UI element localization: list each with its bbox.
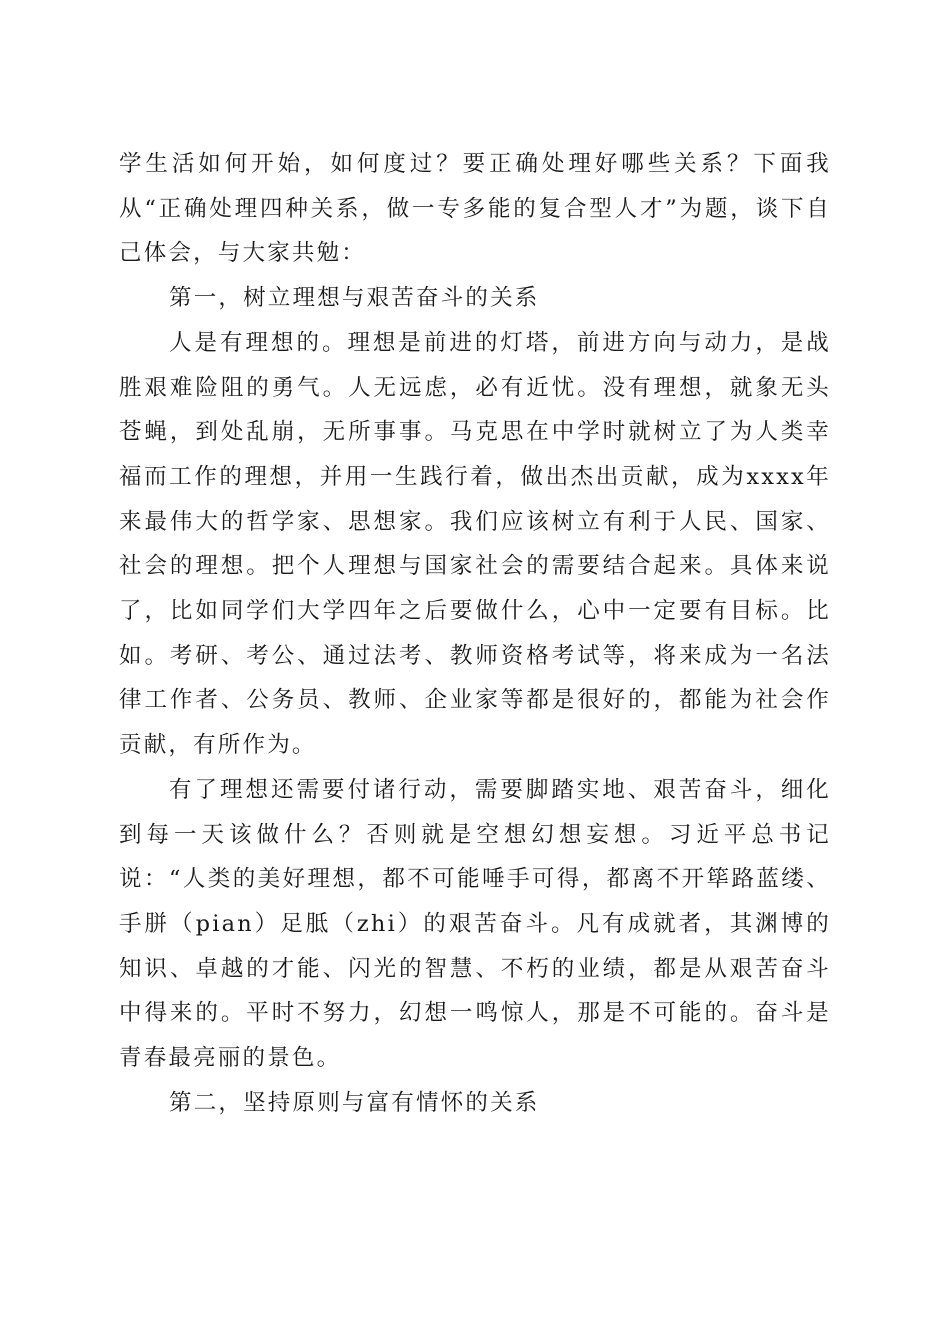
section-heading-second: 第二，坚持原则与富有情怀的关系 <box>169 1089 540 1116</box>
paragraph-hard-work: 有了理想还需要付诸行动，需要脚踏实地、艰苦奋斗，细化到每一天该做什么？否则就是空想幻想妄想。习近平总书记说：“人类的美好理想，都不可能唾手可得，都离不开筚路蓝缕、手胼（pian）足胝（zhi）的艰苦奋斗。凡有成就者，其渊博的知识、卓越的才能、闪光的智慧、不朽的业绩，都是从艰苦奋斗中得来的。平时不努力，幻想一鸣惊人，那是不可能的。奋斗是青春最亮丽的景色。 <box>119 776 831 1072</box>
document-body <box>119 142 831 1125</box>
section-heading-first: 第一，树立理想与艰苦奋斗的关系 <box>169 285 540 312</box>
paragraph-ideals: 人是有理想的。理想是前进的灯塔，前进方向与动力，是战胜艰难险阻的勇气。人无远虑，必有近忧。没有理想，就象无头苍蝇，到处乱崩，无所事事。马克思在中学时就树立了为人类幸福而工作的理想，并用一生践行着，做出杰出贡献，成为xxxx年来最伟大的哲学家、思想家。我们应该树立有利于人民、国家、社会的理想。把个人理想与国家社会的需要结合起来。具体来说了，比如同学们大学四年之后要做什么，心中一定要有目标。比如。考研、考公、通过法考、教师资格考试等，将来成为一名法律工作者、公务员、教师、企业家等都是很好的，都能为社会作贡献，有所作为。 <box>119 329 831 759</box>
paragraph-intro-continuation: 学生活如何开始，如何度过？要正确处理好哪些关系？下面我从“正确处理四种关系，做一专多能的复合型人才”为题，谈下自己体会，与大家共勉： <box>119 151 831 267</box>
